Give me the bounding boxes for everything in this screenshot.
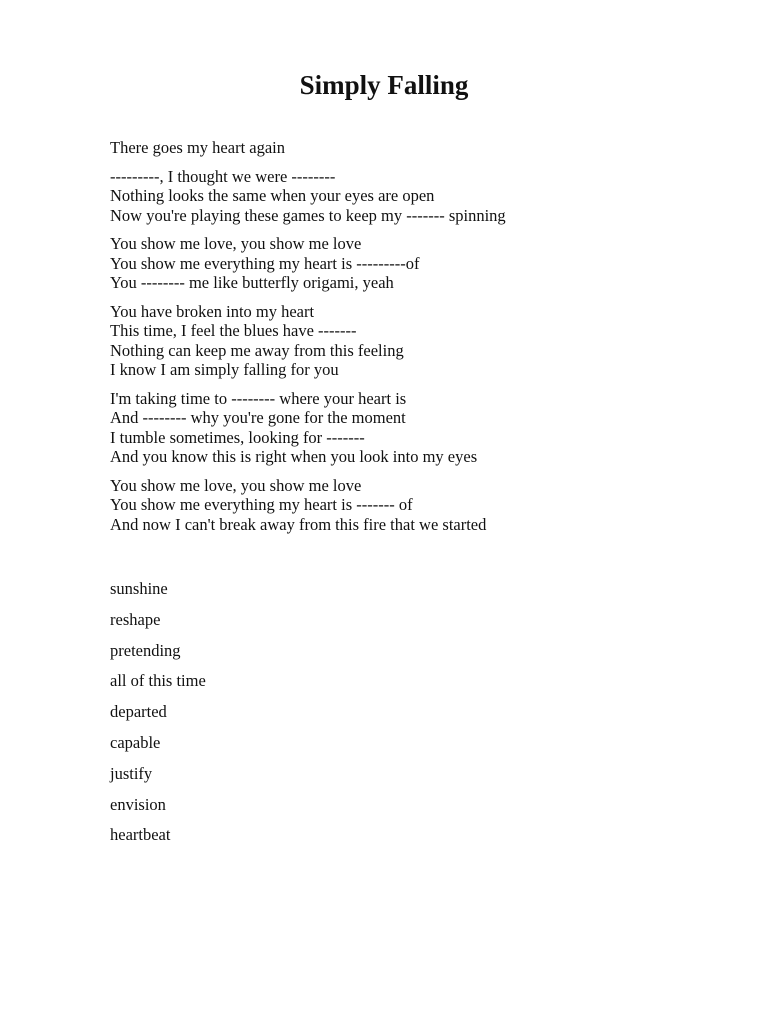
word-bank-item: reshape: [110, 609, 161, 629]
lyric-line: And -------- why you're gone for the moment: [110, 408, 406, 427]
stanza-4: [110, 302, 730, 380]
lyric-line: You show me everything my heart is ------- of: [110, 495, 413, 514]
lyric-line: Nothing looks the same when your eyes are open: [110, 186, 435, 205]
lyric-line: There goes my heart again: [110, 138, 286, 157]
lyric-line: I know I am simply falling for you: [110, 360, 339, 379]
word-bank-item: pretending: [110, 640, 181, 660]
lyric-line: You show me love, you show me love: [110, 475, 362, 495]
stanza-1: [110, 138, 730, 158]
stanza-6: [110, 476, 730, 535]
lyric-line: I'm taking time to -------- where your heart is: [110, 388, 407, 408]
word-bank-item: heartbeat: [110, 825, 171, 845]
lyric-line: You -------- me like butterfly origami, yeah: [110, 273, 394, 292]
word-bank-item: departed: [110, 702, 167, 722]
lyric-line: You show me love, you show me love: [110, 234, 362, 253]
lyric-line: Nothing can keep me away from this feeling: [110, 340, 404, 360]
stanza-5: [110, 389, 730, 467]
lyric-line: Now you're playing these games to keep my ------- spinning: [110, 205, 506, 225]
word-bank-item: capable: [110, 732, 161, 752]
stanza-2: [110, 167, 730, 226]
lyric-line: You show me everything my heart is ---------of: [110, 253, 420, 273]
word-bank-item: all of this time: [110, 671, 206, 691]
stanza-3: [110, 234, 730, 293]
word-bank: [110, 579, 510, 856]
word-bank-item: envision: [110, 794, 166, 814]
lyric-line: And you know this is right when you look into my eyes: [110, 447, 478, 466]
word-bank-item: sunshine: [110, 579, 168, 598]
lyric-line: ---------, I thought we were --------: [110, 166, 336, 186]
lyric-line: This time, I feel the blues have -------: [110, 321, 357, 340]
word-bank-item: justify: [110, 763, 153, 783]
lyric-line: I tumble sometimes, looking for -------: [110, 427, 365, 447]
lyrics-body: [110, 138, 730, 543]
lyric-line: And now I can't break away from this fire that we started: [110, 514, 487, 534]
lyric-line: You have broken into my heart: [110, 301, 315, 321]
page-title: Simply Falling: [299, 70, 469, 100]
